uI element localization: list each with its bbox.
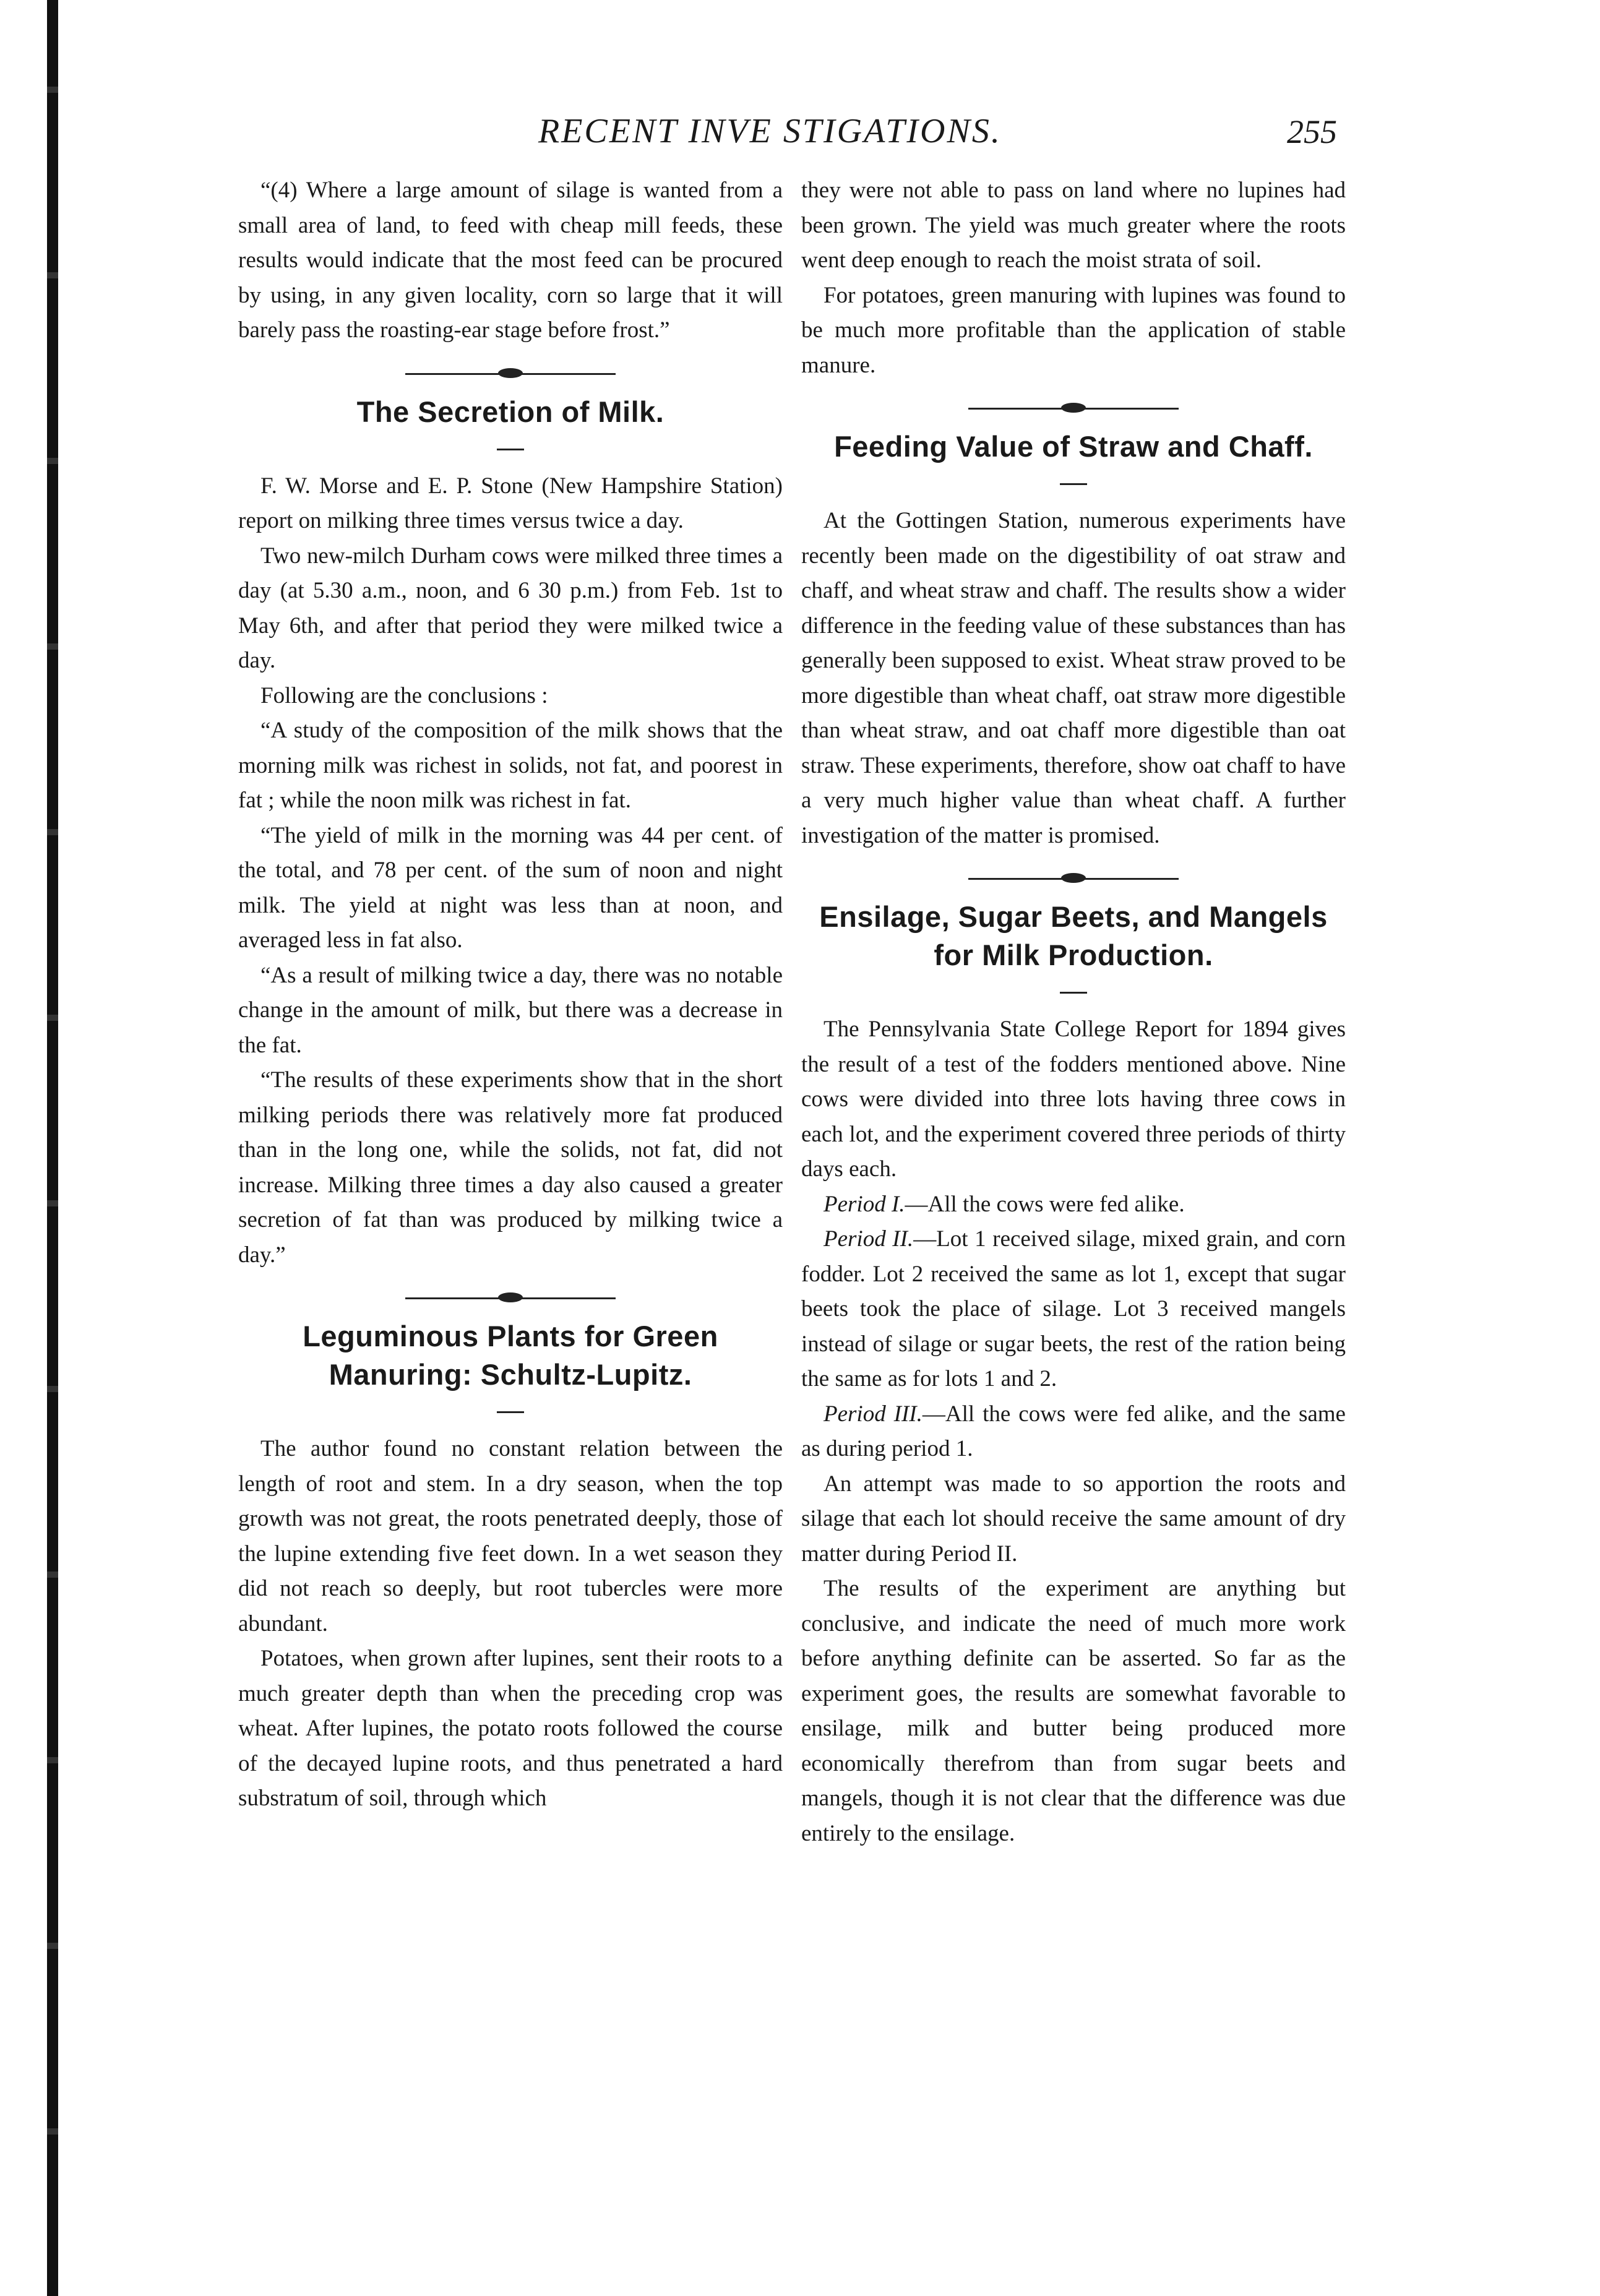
period-text: —Lot 1 received silage, mixed grain, and corn fodder. Lot 2 received the same as lot 1, except that sugar beets took the place of silage. Lot 3 received mangels instead of silage or sugar beets, the rest of the ration being the same as for lots 1 and 2. (801, 1226, 1346, 1391)
article-title: Feeding Value of Straw and Chaff. (834, 430, 1313, 463)
article-paragraph: The results of the experiment are anything but conclusive, and indicate the need of much more work before anything definite can be asserted. So far as the experiment goes, the results are somewhat favorable to ensilage, milk and butter being produced more economically therefrom than from sugar beets and mangels, though it is not clear that the difference was due entirely to the ensilage. (801, 1576, 1346, 1846)
leguminous-plants-article (238, 1317, 783, 1817)
article-paragraph: At the Gottingen Station, numerous experiments have recently been made on the digestibility of oat straw and chaff, and wheat straw and chaff. The results show a wider difference in the feeding value of these substances than has generally been supposed to exist. Wheat straw proved to be more digestible than wheat chaff, oat straw more digestible than wheat straw, and oat chaff more digestible than oat straw. These experiments, therefore, show oat chaff to have a very much higher value than wheat chaff. A further investigation of the matter is promised. (801, 508, 1346, 848)
period-label: Period I. (824, 1191, 905, 1217)
page-binding-edge (47, 0, 58, 2296)
article-paragraph: F. W. Morse and E. P. Stone (New Hampshire Station) report on milking three times versus twice a day. (238, 473, 783, 533)
title-dash (497, 1411, 524, 1413)
divider-ornament (498, 1292, 523, 1302)
section-divider (968, 872, 1179, 885)
article-title: Ensilage, Sugar Beets, and Mangels for Milk Production. (819, 900, 1328, 971)
title-dash (1060, 483, 1087, 485)
period-label: Period III. (824, 1401, 923, 1427)
article-paragraph: “A study of the composition of the milk shows that the morning milk was richest in solids, not fat, and poorest in fat ; while the noon milk was richest in fat. (238, 718, 783, 813)
article-paragraph: An attempt was made to so apportion the roots and silage that each lot should receive the same amount of dry matter during Period II. (801, 1471, 1346, 1567)
ensilage-article (801, 898, 1346, 1851)
article-paragraph: Following are the conclusions : (260, 682, 548, 708)
title-dash (1060, 992, 1087, 994)
section-divider (968, 402, 1179, 415)
page-header (0, 105, 1600, 173)
page-number: 255 (1287, 113, 1337, 150)
article-paragraph: The author found no constant relation between the length of root and stem. In a dry season, when the top growth was not great, the roots penetrated deeply, those of the lupine extending five feet down. In a wet season they did not reach so deeply, but root tubercles were more abundant. (238, 1436, 783, 1636)
article-paragraph: The Pennsylvania State College Report for 1894 gives the result of a test of the fodders mentioned above. Nine cows were divided into three lots having three cows in each lot, and the experiment covered three periods of thirty days each. (801, 1017, 1346, 1182)
article-title: The Secretion of Milk. (356, 395, 665, 428)
period-paragraph (801, 1222, 1346, 1397)
section-divider (405, 1291, 616, 1305)
period-paragraph (801, 1187, 1346, 1223)
article-paragraph: Potatoes, when grown after lupines, sent their roots to a much greater depth than when the preceding crop was wheat. After lupines, the potato roots followed the course of the decayed lupine roots, and thus penetrated a hard substratum of soil, through which (238, 1646, 783, 1811)
milk-secretion-article (238, 393, 783, 1273)
divider-ornament (498, 368, 523, 378)
left-column (238, 173, 783, 1817)
divider-ornament (1061, 873, 1086, 883)
period-text: —All the cows were fed alike. (905, 1191, 1185, 1217)
period-paragraph (801, 1397, 1346, 1467)
right-column (801, 173, 1346, 1851)
silage-conclusion-paragraph: “(4) Where a large amount of silage is wanted from a small area of land, to feed with cheap mill feeds, these results would indicate that the most feed can be procured by using, in any given locality, corn so large that it will barely pass the roasting-ear stage before frost.” (238, 178, 783, 343)
article-paragraph: For potatoes, green manuring with lupines was found to be much more profitable than the application of stable manure. (801, 282, 1346, 378)
article-paragraph: “As a result of milking twice a day, there was no notable change in the amount of milk, but there was a decrease in the fat. (238, 962, 783, 1058)
divider-ornament (1061, 403, 1086, 413)
article-paragraph: “The results of these experiments show that in the short milking periods there was relatively more fat produced than in the long one, while the solids, not fat, did not increase. Milking three times a day also caused a greater secretion of fat than was produced by milking twice a day.” (238, 1067, 783, 1268)
period-label: Period II. (824, 1226, 914, 1252)
continued-paragraph: they were not able to pass on land where no lupines had been grown. The yield was much greater where the roots went deep enough to reach the moist strata of soil. (801, 178, 1346, 273)
straw-chaff-article (801, 428, 1346, 853)
period-text: —All the cows were fed alike, and the same as during period 1. (801, 1401, 1346, 1461)
article-paragraph: Two new-milch Durham cows were milked three times a day (at 5.30 a.m., noon, and 6 30 p.m.) from Feb. 1st to May 6th, and after that period they were milked twice a day. (238, 543, 783, 673)
article-paragraph: “The yield of milk in the morning was 44 per cent. of the total, and 78 per cent. of the sum of noon and night milk. The yield at night was less than at noon, and averaged less in fat also. (238, 822, 783, 953)
title-dash (497, 449, 524, 450)
running-head: RECENT INVE STIGATIONS. (538, 112, 1002, 150)
article-title: Leguminous Plants for Green Manuring: Schultz-Lupitz. (303, 1320, 718, 1391)
section-divider (405, 367, 616, 381)
